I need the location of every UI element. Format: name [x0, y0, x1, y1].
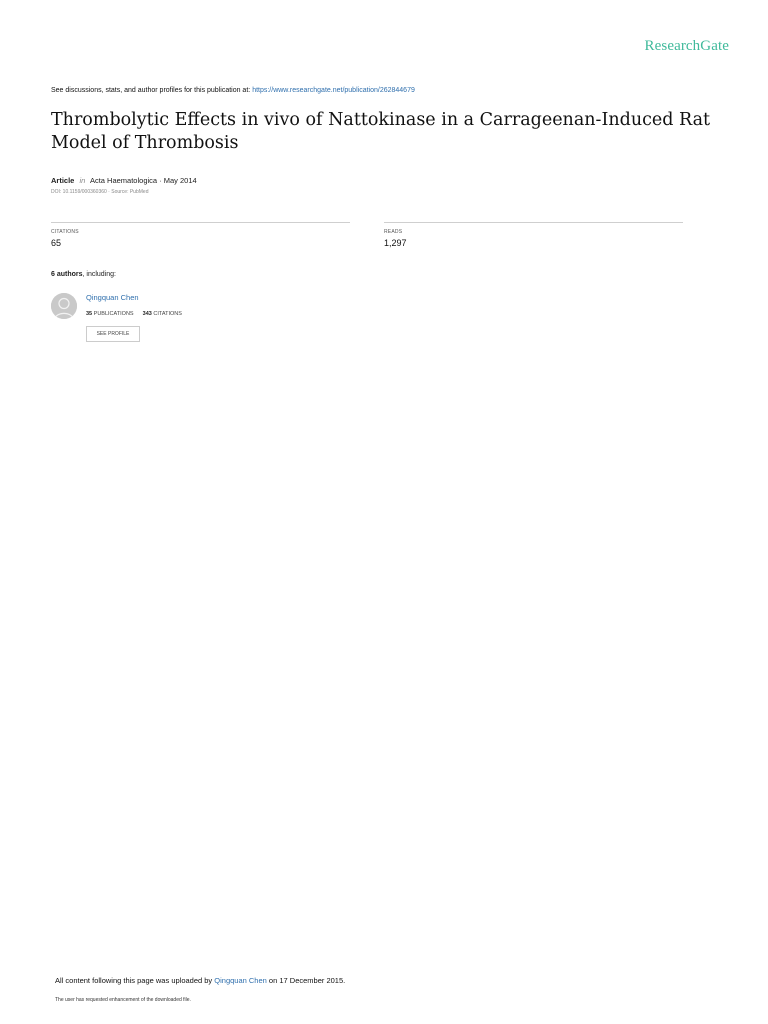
- publication-meta: [51, 176, 197, 185]
- reads-stat: [384, 222, 683, 248]
- authors-count: 6 authors: [51, 271, 83, 278]
- in-label: in: [79, 176, 86, 185]
- author-stats: [86, 311, 182, 317]
- publication-date: · May 2014: [159, 176, 197, 185]
- author-publications-count: 35: [86, 311, 93, 317]
- enhancement-note: The user has requested enhancement of the downloaded file.: [55, 997, 191, 1003]
- author-name-link[interactable]: Qingquan Chen: [86, 293, 139, 302]
- authors-suffix: , including:: [82, 271, 116, 278]
- author-citations-label: CITATIONS: [153, 311, 182, 317]
- discussion-line: [51, 87, 415, 94]
- uploaded-by-line: [55, 976, 345, 985]
- see-profile-button[interactable]: SEE PROFILE: [86, 326, 140, 342]
- discussion-prefix: See discussions, stats, and author profiles for this publication at:: [51, 87, 251, 94]
- uploader-link[interactable]: Qingquan Chen: [214, 976, 267, 985]
- uploaded-suffix: on 17 December 2015.: [268, 976, 346, 985]
- user-silhouette-icon: [51, 293, 77, 319]
- citations-value: 65: [51, 238, 62, 248]
- author-citations-count: 343: [142, 311, 152, 317]
- author-publications-label: PUBLICATIONS: [93, 311, 134, 317]
- researchgate-logo[interactable]: ResearchGate: [644, 38, 729, 54]
- reads-value: 1,297: [384, 238, 407, 248]
- publication-url-link[interactable]: https://www.researchgate.net/publication/262844679: [252, 87, 415, 94]
- citations-stat: [51, 222, 350, 248]
- doi-line: DOI: 10.1159/000360360 · Source: PubMed: [51, 189, 149, 195]
- uploaded-prefix: All content following this page was uploaded by: [55, 976, 213, 985]
- journal-name[interactable]: Acta Haematologica: [89, 176, 158, 185]
- reads-label: READS: [384, 229, 403, 235]
- publication-type: Article: [51, 176, 75, 185]
- publication-title: Thrombolytic Effects in vivo of Nattokinase in a Carrageenan-Induced Rat Model of Thrombosis: [51, 110, 711, 153]
- authors-heading: [51, 271, 116, 278]
- author-avatar[interactable]: [51, 293, 77, 319]
- citations-label: CITATIONS: [51, 229, 79, 235]
